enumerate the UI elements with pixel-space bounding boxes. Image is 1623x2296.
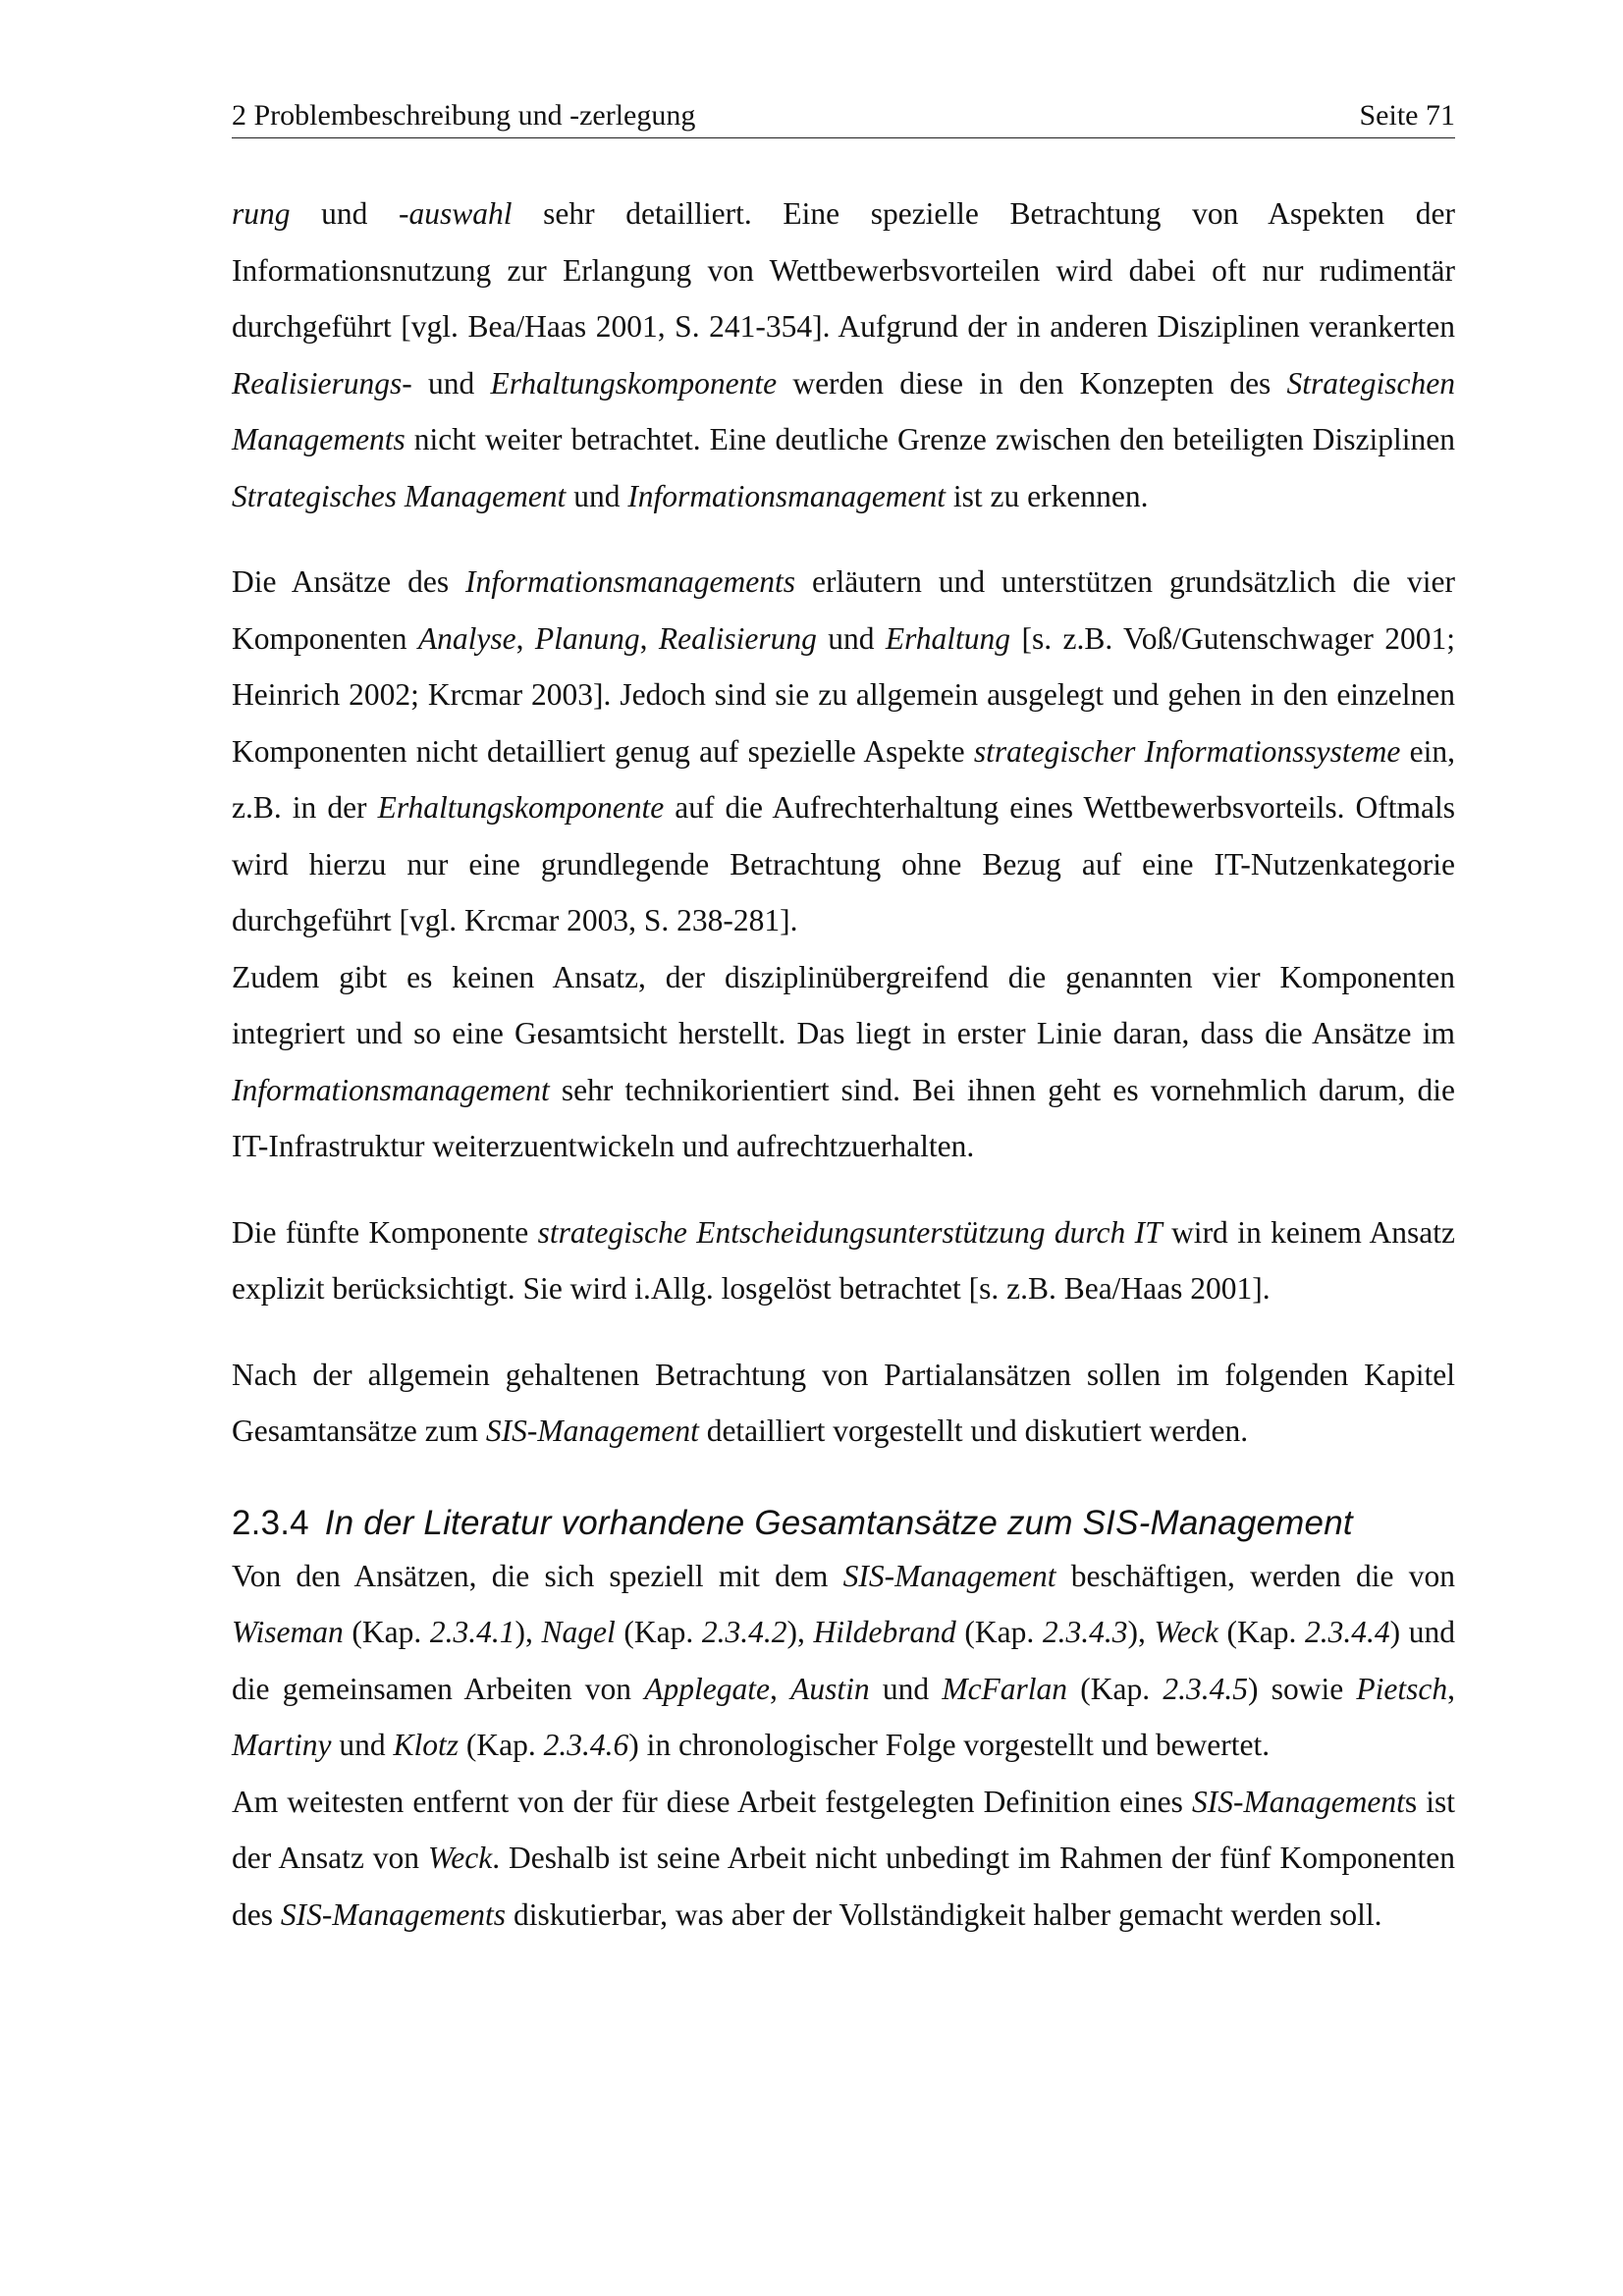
paragraph	[232, 1204, 1455, 1317]
page-number: Seite 71	[1359, 99, 1455, 132]
text-run: Die fünfte Komponente	[232, 1214, 538, 1250]
text-run: (Kap.	[1067, 1671, 1163, 1706]
emphasis-text: Klotz	[393, 1728, 460, 1762]
text-run: . Deshalb ist seine Arbeit nicht unbedingt im Rahmen der fünf Komponenten des	[232, 1841, 1455, 1932]
emphasis-text: SIS-Management	[1191, 1784, 1405, 1819]
text-run: (Kap.	[615, 1615, 702, 1649]
emphasis-text: rung	[232, 196, 291, 231]
body-text	[232, 186, 1455, 1943]
emphasis-text: Austin	[790, 1671, 870, 1706]
emphasis-text: Applegate	[644, 1671, 770, 1706]
paragraph	[232, 186, 1455, 524]
text-run: und	[411, 365, 491, 400]
text-run: ) in chronologischer Folge vorgestellt und bewertet.	[628, 1728, 1271, 1762]
text-run: ein, z.B. in der	[232, 733, 1455, 825]
emphasis-text: Analyse	[417, 620, 516, 656]
text-run: Zudem gibt es keinen Ansatz, der disziplinübergreifend die genannten vier Komponenten integriert und so eine Gesamtsicht herstellt. Das liegt in erster Linie daran, dass die Ansätze im	[232, 959, 1455, 1050]
emphasis-text: Weck	[1154, 1615, 1218, 1649]
section-title: In der Literatur vorhandene Gesamtansätze zum SIS-Management	[324, 1503, 1353, 1542]
text-run: erläutern und unterstützen grundsätzlich die vier Komponenten	[232, 564, 1456, 656]
paragraph	[232, 949, 1455, 1175]
text-run: und	[816, 620, 886, 656]
text-run: auf die Aufrechterhaltung eines Wettbewerbsvorteils. Oftmals wird hierzu nur eine grundlegende Betrachtung ohne Bezug auf eine IT-Nutzenkategorie durchgeführt [vgl. Krcmar 2003, S. 238-281].	[232, 790, 1455, 937]
text-run: (Kap.	[1217, 1615, 1305, 1649]
text-run: diskutierbar, was aber der Vollständigkeit halber gemacht werden soll.	[506, 1896, 1382, 1932]
emphasis-text: Realisierungs-	[232, 365, 412, 400]
text-run: ist zu erkennen.	[946, 478, 1149, 513]
emphasis-text: Strategisches Management	[232, 478, 567, 513]
text-run: ) sowie	[1247, 1671, 1357, 1706]
text-run: detailliert vorgestellt und diskutiert werden.	[698, 1414, 1249, 1448]
emphasis-text: Pietsch	[1356, 1671, 1448, 1706]
paragraphs-after-section	[232, 1548, 1455, 1944]
text-run: Von den Ansätzen, die sich speziell mit dem	[232, 1558, 843, 1593]
text-run: und	[869, 1671, 943, 1706]
text-run: ,	[639, 620, 659, 656]
emphasis-text: Planung	[534, 620, 640, 656]
paragraph	[232, 554, 1455, 949]
emphasis-text: SIS-Managements	[280, 1896, 507, 1932]
text-run: wird in keinem Ansatz explizit berücksichtigt. Sie wird i.Allg. losgelöst betrachtet [s. z.B. Bea/Haas 2001].	[232, 1214, 1455, 1306]
paragraphs-before-section	[232, 186, 1455, 1460]
emphasis-text: Erhaltungskomponente	[377, 790, 665, 825]
text-run: Am weitesten entfernt von der für diese Arbeit festgelegten Definition eines	[232, 1784, 1192, 1819]
text-run: sehr technikorientiert sind. Bei ihnen geht es vornehmlich darum, die IT-Infrastruktur weiterzuentwickeln und aufrechtzuerhalten.	[232, 1072, 1455, 1163]
emphasis-text: Hildebrand	[813, 1615, 956, 1649]
page-header	[232, 96, 1455, 138]
text-run: ,	[515, 620, 535, 656]
emphasis-text: SIS-Management	[842, 1558, 1056, 1593]
emphasis-text: 2.3.4.2	[701, 1615, 787, 1649]
emphasis-text: 2.3.4.6	[543, 1728, 629, 1762]
emphasis-text: Strategischen Managements	[232, 365, 1456, 456]
chapter-title: 2 Problembeschreibung und -zerlegung	[232, 99, 696, 132]
emphasis-text: 2.3.4.1	[429, 1615, 515, 1649]
emphasis-text: Wiseman	[232, 1615, 344, 1649]
text-run: beschäftigen, werden die von	[1055, 1558, 1455, 1593]
section-heading	[232, 1499, 1455, 1548]
emphasis-text: 2.3.4.5	[1163, 1671, 1248, 1706]
paragraph	[232, 1774, 1455, 1944]
emphasis-text: 2.3.4.3	[1042, 1615, 1128, 1649]
text-run: und	[566, 478, 628, 513]
paragraph	[232, 1548, 1455, 1774]
text-run: ),	[1127, 1615, 1155, 1649]
emphasis-text: Informationsmanagement	[232, 1072, 550, 1107]
emphasis-text: Informationsmanagements	[465, 564, 796, 599]
text-run: ),	[786, 1615, 814, 1649]
paragraph	[232, 1347, 1455, 1460]
emphasis-text: 2.3.4.4	[1304, 1615, 1390, 1649]
text-run: und	[331, 1728, 394, 1762]
text-run: Nach der allgemein gehaltenen Betrachtung von Partialansätzen sollen im folgenden Kapitel Gesamtansätze zum	[232, 1357, 1455, 1448]
text-run: Die Ansätze des	[232, 564, 466, 599]
text-run: (Kap.	[459, 1728, 544, 1762]
emphasis-text: Erhaltungskomponente	[490, 365, 778, 400]
text-run: werden diese in den Konzepten des	[777, 365, 1287, 400]
text-run: (Kap.	[955, 1615, 1043, 1649]
text-run: [s. z.B. Voß/Gutenschwager 2001; Heinrich 2002; Krcmar 2003]. Jedoch sind sie zu allgemein ausgelegt und gehen in den einzelnen Komponenten nicht detailliert genug auf spezielle Aspekte	[232, 620, 1456, 769]
text-run: (Kap.	[343, 1615, 430, 1649]
text-run: ) und die gemeinsamen Arbeiten von	[232, 1615, 1455, 1706]
emphasis-text: -auswahl	[398, 196, 513, 231]
text-run: und	[290, 196, 399, 231]
emphasis-text: Weck	[427, 1841, 493, 1875]
text-run: ),	[514, 1615, 542, 1649]
emphasis-text: McFarlan	[942, 1671, 1068, 1706]
section-number: 2.3.4	[232, 1503, 309, 1542]
text-run: sehr detailliert. Eine spezielle Betrachtung von Aspekten der Informationsnutzung zur Erlangung von Wettbewerbsvorteilen wird dabei oft nur rudimentär durchgeführt [vgl. Bea/Haas 2001, S. 241-354]. Aufgrund der in anderen Disziplinen verankerten	[232, 196, 1455, 344]
emphasis-text: Informationsmanagement	[627, 478, 947, 513]
text-run: s ist der Ansatz von	[232, 1784, 1455, 1875]
emphasis-text: Realisierung	[658, 620, 817, 656]
emphasis-text: Nagel	[541, 1615, 616, 1649]
text-run: ,	[770, 1671, 791, 1706]
emphasis-text: Erhaltung	[885, 620, 1011, 656]
emphasis-text: Martiny	[232, 1728, 332, 1762]
emphasis-text: strategische Entscheidungsunterstützung durch IT	[537, 1214, 1163, 1250]
emphasis-text: strategischer Informationssysteme	[973, 733, 1401, 769]
text-run: ,	[1447, 1671, 1456, 1706]
emphasis-text: SIS-Management	[485, 1414, 699, 1448]
text-run: nicht weiter betrachtet. Eine deutliche Grenze zwischen den beteiligten Disziplinen	[405, 422, 1455, 456]
